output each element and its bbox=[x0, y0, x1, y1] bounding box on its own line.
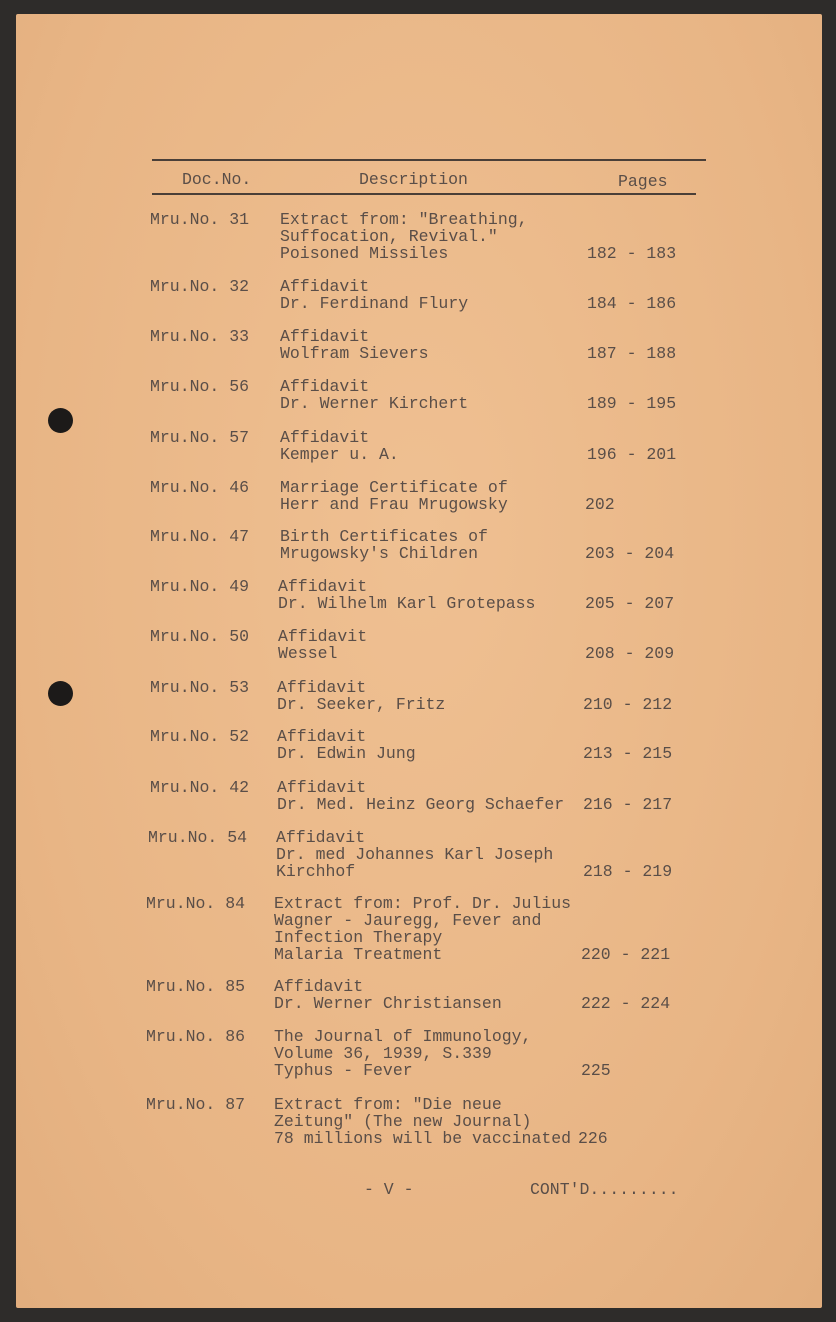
page-range: 196 - 201 bbox=[587, 445, 677, 464]
description-line: Affidavit bbox=[278, 627, 368, 646]
doc-number: Mru.No. 52 bbox=[150, 727, 250, 746]
header-pages: Pages bbox=[618, 172, 668, 191]
continued-note: CONT'D......... bbox=[530, 1180, 679, 1199]
description-line: Infection Therapy bbox=[274, 928, 443, 947]
description-line: Wolfram Sievers bbox=[280, 344, 429, 363]
description-line: Affidavit bbox=[274, 977, 364, 996]
doc-number: Mru.No. 46 bbox=[150, 478, 250, 497]
page-range: 222 - 224 bbox=[581, 994, 671, 1013]
description-line: Wagner - Jauregg, Fever and bbox=[274, 911, 542, 930]
description-line: Wessel bbox=[278, 644, 338, 663]
description-line: Kirchhof bbox=[276, 862, 356, 881]
description-line: Affidavit bbox=[280, 277, 370, 296]
doc-number: Mru.No. 32 bbox=[150, 277, 250, 296]
page-range: 225 bbox=[581, 1061, 611, 1080]
description-line: Extract from: "Breathing, bbox=[280, 210, 528, 229]
description-line: Extract from: Prof. Dr. Julius bbox=[274, 894, 572, 913]
page-range: 210 - 212 bbox=[583, 695, 673, 714]
header-description: Description bbox=[359, 170, 468, 189]
doc-number: Mru.No. 57 bbox=[150, 428, 250, 447]
page-range: 182 - 183 bbox=[587, 244, 677, 263]
description-line: Herr and Frau Mrugowsky bbox=[280, 495, 508, 514]
doc-number: Mru.No. 42 bbox=[150, 778, 250, 797]
description-line: Dr. med Johannes Karl Joseph bbox=[276, 845, 554, 864]
description-line: Kemper u. A. bbox=[280, 445, 399, 464]
page-range: 226 bbox=[578, 1129, 608, 1148]
page-range: 184 - 186 bbox=[587, 294, 677, 313]
doc-number: Mru.No. 56 bbox=[150, 377, 250, 396]
description-line: The Journal of Immunology, bbox=[274, 1027, 532, 1046]
doc-number: Mru.No. 87 bbox=[146, 1095, 246, 1114]
description-line: Affidavit bbox=[277, 678, 367, 697]
doc-number: Mru.No. 53 bbox=[150, 678, 250, 697]
description-line: Typhus - Fever bbox=[274, 1061, 413, 1080]
doc-number: Mru.No. 84 bbox=[146, 894, 246, 913]
description-line: Affidavit bbox=[280, 327, 370, 346]
page-range: 202 bbox=[585, 495, 615, 514]
description-line: Dr. Wilhelm Karl Grotepass bbox=[278, 594, 536, 613]
doc-number: Mru.No. 47 bbox=[150, 527, 250, 546]
page-range: 189 - 195 bbox=[587, 394, 677, 413]
description-line: Zeitung" (The new Journal) bbox=[274, 1112, 532, 1131]
doc-number: Mru.No. 31 bbox=[150, 210, 250, 229]
header-top-rule bbox=[152, 159, 706, 161]
doc-number: Mru.No. 85 bbox=[146, 977, 246, 996]
description-line: Dr. Ferdinand Flury bbox=[280, 294, 469, 313]
description-line: Mrugowsky's Children bbox=[280, 544, 479, 563]
description-line: Affidavit bbox=[277, 778, 367, 797]
description-line: Dr. Edwin Jung bbox=[277, 744, 416, 763]
doc-number: Mru.No. 49 bbox=[150, 577, 250, 596]
doc-number: Mru.No. 86 bbox=[146, 1027, 246, 1046]
description-line: Suffocation, Revival." bbox=[280, 227, 498, 246]
description-line: Affidavit bbox=[280, 377, 370, 396]
description-line: Affidavit bbox=[278, 577, 368, 596]
description-line: Malaria Treatment bbox=[274, 945, 443, 964]
punch-hole bbox=[48, 681, 73, 706]
page-range: 203 - 204 bbox=[585, 544, 675, 563]
description-line: Dr. Med. Heinz Georg Schaefer bbox=[277, 795, 565, 814]
description-line: Birth Certificates of bbox=[280, 527, 488, 546]
description-line: Poisoned Missiles bbox=[280, 244, 449, 263]
description-line: Affidavit bbox=[280, 428, 370, 447]
page-range: 187 - 188 bbox=[587, 344, 677, 363]
description-line: Dr. Werner Christiansen bbox=[274, 994, 502, 1013]
page-range: 213 - 215 bbox=[583, 744, 673, 763]
page-number: - V - bbox=[364, 1180, 414, 1199]
description-line: Dr. Seeker, Fritz bbox=[277, 695, 446, 714]
page-range: 218 - 219 bbox=[583, 862, 673, 881]
description-line: Extract from: "Die neue bbox=[274, 1095, 502, 1114]
description-line: 78 millions will be vaccinated bbox=[274, 1129, 572, 1148]
doc-number: Mru.No. 50 bbox=[150, 627, 250, 646]
description-line: Dr. Werner Kirchert bbox=[280, 394, 469, 413]
header-doc-no: Doc.No. bbox=[182, 170, 252, 189]
doc-number: Mru.No. 33 bbox=[150, 327, 250, 346]
page-range: 205 - 207 bbox=[585, 594, 675, 613]
page-range: 216 - 217 bbox=[583, 795, 673, 814]
header-bottom-rule bbox=[152, 193, 696, 195]
description-line: Volume 36, 1939, S.339 bbox=[274, 1044, 492, 1063]
page-range: 208 - 209 bbox=[585, 644, 675, 663]
description-line: Affidavit bbox=[276, 828, 366, 847]
doc-number: Mru.No. 54 bbox=[148, 828, 248, 847]
page-range: 220 - 221 bbox=[581, 945, 671, 964]
description-line: Marriage Certificate of bbox=[280, 478, 508, 497]
punch-hole bbox=[48, 408, 73, 433]
description-line: Affidavit bbox=[277, 727, 367, 746]
